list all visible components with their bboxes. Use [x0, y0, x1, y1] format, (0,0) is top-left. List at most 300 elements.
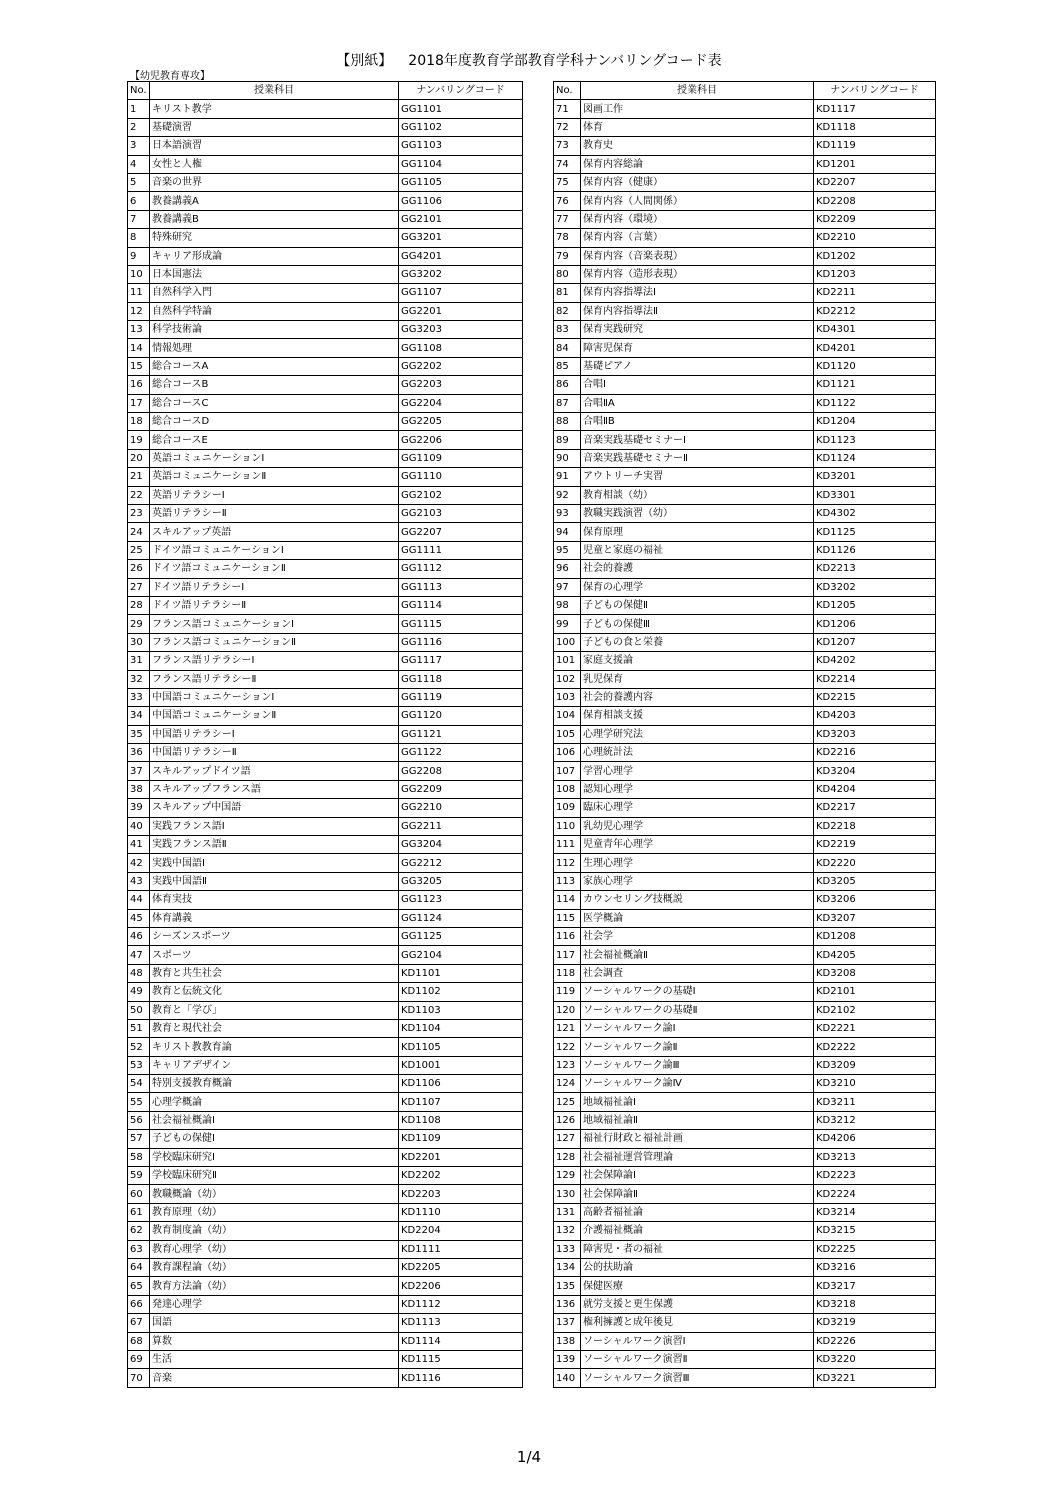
- row-no: 37: [128, 762, 150, 780]
- table-row: [128, 192, 523, 210]
- row-code: KD1117: [814, 100, 936, 118]
- row-no: 12: [128, 302, 150, 320]
- table-row: [128, 1075, 523, 1093]
- row-subject: 学校臨床研究Ⅰ: [150, 1148, 399, 1166]
- table-row: [554, 670, 936, 688]
- row-no: 109: [554, 799, 581, 817]
- table-row: [128, 413, 523, 431]
- row-no: 80: [554, 265, 581, 283]
- row-subject: 教育と「学び」: [150, 1001, 399, 1019]
- row-code: KD2220: [814, 854, 936, 872]
- row-no: 140: [554, 1369, 581, 1387]
- row-no: 125: [554, 1093, 581, 1111]
- row-code: GG2206: [399, 431, 523, 449]
- row-no: 11: [128, 284, 150, 302]
- row-no: 121: [554, 1019, 581, 1037]
- table-row: [554, 523, 936, 541]
- row-subject: 基礎ピアノ: [581, 357, 814, 375]
- row-code: GG1103: [399, 137, 523, 155]
- table-row: [128, 1277, 523, 1295]
- row-code: GG1125: [399, 927, 523, 945]
- row-code: GG2202: [399, 357, 523, 375]
- row-no: 89: [554, 431, 581, 449]
- table-row: [128, 1259, 523, 1277]
- table-body-right: [554, 100, 936, 1387]
- row-subject: 保育内容指導法Ⅱ: [581, 302, 814, 320]
- table-row: [128, 173, 523, 191]
- section-label: 【幼児教育専攻】: [130, 71, 210, 82]
- row-no: 72: [554, 118, 581, 136]
- table-row: [128, 946, 523, 964]
- table-row: [554, 964, 936, 982]
- row-subject: 保育内容総論: [581, 155, 814, 173]
- row-no: 81: [554, 284, 581, 302]
- row-subject: 心理学研究法: [581, 725, 814, 743]
- table-row: [554, 210, 936, 228]
- row-code: KD1206: [814, 615, 936, 633]
- row-subject: 医学概論: [581, 909, 814, 927]
- row-no: 96: [554, 560, 581, 578]
- row-subject: 英語コミュニケーションⅡ: [150, 468, 399, 486]
- row-no: 105: [554, 725, 581, 743]
- table-row: [128, 891, 523, 909]
- row-code: GG2104: [399, 946, 523, 964]
- row-no: 8: [128, 229, 150, 247]
- table-row: [128, 1222, 523, 1240]
- table-row: [554, 413, 936, 431]
- table-row: [554, 1203, 936, 1221]
- row-code: KD3219: [814, 1314, 936, 1332]
- row-code: KD2207: [814, 173, 936, 191]
- row-code: KD2210: [814, 229, 936, 247]
- row-code: KD2214: [814, 670, 936, 688]
- row-code: KD2212: [814, 302, 936, 320]
- row-no: 66: [128, 1295, 150, 1313]
- row-no: 2: [128, 118, 150, 136]
- table-row: [128, 1332, 523, 1350]
- table-row: [128, 744, 523, 762]
- row-no: 44: [128, 891, 150, 909]
- row-no: 103: [554, 688, 581, 706]
- row-subject: 心理学概論: [150, 1093, 399, 1111]
- row-subject: 体育: [581, 118, 814, 136]
- table-row: [554, 192, 936, 210]
- table-row: [554, 817, 936, 835]
- row-code: KD1201: [814, 155, 936, 173]
- table-row: [554, 229, 936, 247]
- table-row: [128, 376, 523, 394]
- table-row: [128, 780, 523, 798]
- row-subject: 保育相談支援: [581, 707, 814, 725]
- table-row: [554, 1185, 936, 1203]
- row-subject: 公的扶助論: [581, 1259, 814, 1277]
- row-no: 75: [554, 173, 581, 191]
- row-no: 24: [128, 523, 150, 541]
- row-subject: キリスト教教育論: [150, 1038, 399, 1056]
- row-no: 93: [554, 504, 581, 522]
- row-no: 58: [128, 1148, 150, 1166]
- table-row: [128, 615, 523, 633]
- table-row: [128, 284, 523, 302]
- row-code: KD1106: [399, 1075, 523, 1093]
- row-subject: 学校臨床研究Ⅱ: [150, 1167, 399, 1185]
- row-no: 7: [128, 210, 150, 228]
- row-code: GG3203: [399, 321, 523, 339]
- row-subject: 英語リテラシーⅠ: [150, 486, 399, 504]
- row-subject: 音楽の世界: [150, 173, 399, 191]
- row-code: KD1105: [399, 1038, 523, 1056]
- row-subject: ソーシャルワーク論Ⅱ: [581, 1038, 814, 1056]
- row-code: GG2210: [399, 799, 523, 817]
- row-code: GG1101: [399, 100, 523, 118]
- row-code: KD3208: [814, 964, 936, 982]
- row-no: 135: [554, 1277, 581, 1295]
- table-row: [128, 486, 523, 504]
- table-row: [554, 688, 936, 706]
- table-row: [554, 780, 936, 798]
- row-subject: 教育課程論（幼）: [150, 1259, 399, 1277]
- table-row: [554, 155, 936, 173]
- row-subject: ソーシャルワーク論Ⅲ: [581, 1056, 814, 1074]
- table-row: [554, 1369, 936, 1387]
- row-code: KD2206: [399, 1277, 523, 1295]
- row-no: 25: [128, 541, 150, 559]
- table-row: [128, 523, 523, 541]
- row-subject: 実践フランス語Ⅱ: [150, 836, 399, 854]
- row-no: 22: [128, 486, 150, 504]
- row-no: 18: [128, 413, 150, 431]
- row-no: 53: [128, 1056, 150, 1074]
- row-no: 107: [554, 762, 581, 780]
- row-subject: 保育実践研究: [581, 321, 814, 339]
- row-subject: 情報処理: [150, 339, 399, 357]
- table-row: [554, 284, 936, 302]
- table-row: [128, 1185, 523, 1203]
- table-row: [554, 118, 936, 136]
- row-subject: 社会福祉運営管理論: [581, 1148, 814, 1166]
- row-code: KD3212: [814, 1111, 936, 1129]
- row-subject: 教育方法論（幼）: [150, 1277, 399, 1295]
- row-subject: 特殊研究: [150, 229, 399, 247]
- row-code: GG1114: [399, 596, 523, 614]
- row-code: KD1122: [814, 394, 936, 412]
- row-code: KD2218: [814, 817, 936, 835]
- row-code: KD2203: [399, 1185, 523, 1203]
- page-number: 1/4: [516, 1448, 542, 1466]
- row-subject: 保育内容（造形表現）: [581, 265, 814, 283]
- row-code: KD3210: [814, 1075, 936, 1093]
- table-row: [554, 744, 936, 762]
- row-code: KD3218: [814, 1295, 936, 1313]
- row-code: GG1120: [399, 707, 523, 725]
- row-no: 40: [128, 817, 150, 835]
- row-subject: 臨床心理学: [581, 799, 814, 817]
- row-code: KD1126: [814, 541, 936, 559]
- row-subject: 家庭支援論: [581, 652, 814, 670]
- row-no: 51: [128, 1019, 150, 1037]
- table-row: [128, 137, 523, 155]
- row-subject: 保育原理: [581, 523, 814, 541]
- row-no: 55: [128, 1093, 150, 1111]
- row-code: KD1103: [399, 1001, 523, 1019]
- row-subject: 教育と共生社会: [150, 964, 399, 982]
- table-row: [128, 100, 523, 118]
- row-subject: ソーシャルワーク論Ⅳ: [581, 1075, 814, 1093]
- row-code: GG1102: [399, 118, 523, 136]
- table-body-left: [128, 100, 523, 1387]
- row-subject: 心理統計法: [581, 744, 814, 762]
- row-code: GG1109: [399, 449, 523, 467]
- row-code: GG2205: [399, 413, 523, 431]
- row-subject: フランス語リテラシーⅠ: [150, 652, 399, 670]
- row-subject: ドイツ語コミュニケーションⅡ: [150, 560, 399, 578]
- table-row: [128, 633, 523, 651]
- table-row: [128, 707, 523, 725]
- table-row: [554, 1167, 936, 1185]
- table-row: [554, 468, 936, 486]
- row-subject: 権利擁護と成年後見: [581, 1314, 814, 1332]
- table-row: [554, 137, 936, 155]
- row-subject: 保育の心理学: [581, 578, 814, 596]
- row-subject: 児童青年心理学: [581, 836, 814, 854]
- row-subject: 教養講義A: [150, 192, 399, 210]
- row-subject: スポーツ: [150, 946, 399, 964]
- row-subject: カウンセリング技概説: [581, 891, 814, 909]
- row-no: 122: [554, 1038, 581, 1056]
- row-subject: スキルアップ中国語: [150, 799, 399, 817]
- table-row: [554, 946, 936, 964]
- row-subject: 就労支援と更生保護: [581, 1295, 814, 1313]
- row-code: GG1112: [399, 560, 523, 578]
- row-code: KD1115: [399, 1350, 523, 1368]
- row-code: GG2203: [399, 376, 523, 394]
- row-no: 39: [128, 799, 150, 817]
- row-code: KD1203: [814, 265, 936, 283]
- row-no: 5: [128, 173, 150, 191]
- table-row: [554, 1314, 936, 1332]
- row-no: 97: [554, 578, 581, 596]
- row-no: 16: [128, 376, 150, 394]
- row-no: 71: [554, 100, 581, 118]
- row-code: GG2204: [399, 394, 523, 412]
- row-subject: 基礎演習: [150, 118, 399, 136]
- row-subject: 社会福祉概論Ⅰ: [150, 1111, 399, 1129]
- row-subject: 総合コースC: [150, 394, 399, 412]
- table-row: [128, 560, 523, 578]
- row-no: 32: [128, 670, 150, 688]
- table-row: [128, 302, 523, 320]
- row-no: 68: [128, 1332, 150, 1350]
- row-subject: 教育制度論（幼）: [150, 1222, 399, 1240]
- row-code: KD3217: [814, 1277, 936, 1295]
- row-no: 99: [554, 615, 581, 633]
- row-no: 127: [554, 1130, 581, 1148]
- row-no: 86: [554, 376, 581, 394]
- table-row: [554, 1056, 936, 1074]
- table-row: [554, 578, 936, 596]
- row-code: KD3209: [814, 1056, 936, 1074]
- row-subject: 総合コースD: [150, 413, 399, 431]
- row-no: 84: [554, 339, 581, 357]
- table-row: [554, 321, 936, 339]
- row-subject: 音楽: [150, 1369, 399, 1387]
- row-subject: 総合コースB: [150, 376, 399, 394]
- table-row: [554, 872, 936, 890]
- table-row: [554, 1093, 936, 1111]
- row-no: 129: [554, 1167, 581, 1185]
- table-row: [128, 652, 523, 670]
- row-code: KD3204: [814, 762, 936, 780]
- table-row: [128, 670, 523, 688]
- row-code: KD4203: [814, 707, 936, 725]
- row-no: 13: [128, 321, 150, 339]
- table-row: [554, 707, 936, 725]
- row-code: GG1113: [399, 578, 523, 596]
- row-code: GG1122: [399, 744, 523, 762]
- row-subject: ソーシャルワークの基礎Ⅱ: [581, 1001, 814, 1019]
- row-no: 90: [554, 449, 581, 467]
- table-row: [554, 486, 936, 504]
- table-row: [128, 1203, 523, 1221]
- row-no: 46: [128, 927, 150, 945]
- row-no: 6: [128, 192, 150, 210]
- table-row: [128, 1314, 523, 1332]
- table-row: [128, 1038, 523, 1056]
- row-subject: 算数: [150, 1332, 399, 1350]
- row-subject: 子どもの保健Ⅱ: [581, 596, 814, 614]
- table-row: [128, 449, 523, 467]
- row-subject: 女性と人権: [150, 155, 399, 173]
- table-row: [128, 1148, 523, 1166]
- row-subject: 教職実践演習（幼）: [581, 504, 814, 522]
- table-header-row: [128, 82, 523, 100]
- table-row: [128, 817, 523, 835]
- row-subject: 総合コースA: [150, 357, 399, 375]
- row-code: KD2223: [814, 1167, 936, 1185]
- row-subject: 子どもの食と栄養: [581, 633, 814, 651]
- row-no: 94: [554, 523, 581, 541]
- row-no: 111: [554, 836, 581, 854]
- row-no: 112: [554, 854, 581, 872]
- row-subject: 教養講義B: [150, 210, 399, 228]
- row-no: 87: [554, 394, 581, 412]
- table-row: [128, 1001, 523, 1019]
- row-code: KD1121: [814, 376, 936, 394]
- table-row: [128, 504, 523, 522]
- row-no: 114: [554, 891, 581, 909]
- row-no: 79: [554, 247, 581, 265]
- row-code: KD2215: [814, 688, 936, 706]
- row-code: KD1125: [814, 523, 936, 541]
- row-code: GG1110: [399, 468, 523, 486]
- row-no: 88: [554, 413, 581, 431]
- table-row: [128, 118, 523, 136]
- row-code: KD1120: [814, 357, 936, 375]
- row-no: 4: [128, 155, 150, 173]
- row-no: 21: [128, 468, 150, 486]
- row-code: KD1204: [814, 413, 936, 431]
- row-subject: 自然科学特論: [150, 302, 399, 320]
- table-row: [554, 1038, 936, 1056]
- row-no: 78: [554, 229, 581, 247]
- table-row: [128, 983, 523, 1001]
- row-no: 9: [128, 247, 150, 265]
- table-row: [128, 247, 523, 265]
- table-row: [128, 541, 523, 559]
- row-subject: 教育原理（幼）: [150, 1203, 399, 1221]
- row-subject: 保育内容（音楽表現）: [581, 247, 814, 265]
- row-no: 56: [128, 1111, 150, 1129]
- row-code: KD2217: [814, 799, 936, 817]
- row-no: 20: [128, 449, 150, 467]
- row-no: 137: [554, 1314, 581, 1332]
- row-code: KD4206: [814, 1130, 936, 1148]
- row-code: KD1101: [399, 964, 523, 982]
- row-no: 52: [128, 1038, 150, 1056]
- row-code: GG1115: [399, 615, 523, 633]
- row-no: 138: [554, 1332, 581, 1350]
- table-row: [554, 541, 936, 559]
- row-code: GG3201: [399, 229, 523, 247]
- table-row: [554, 1019, 936, 1037]
- row-no: 126: [554, 1111, 581, 1129]
- row-subject: 日本語演習: [150, 137, 399, 155]
- row-subject: 学習心理学: [581, 762, 814, 780]
- row-code: KD1110: [399, 1203, 523, 1221]
- row-subject: 社会学: [581, 927, 814, 945]
- row-subject: 生活: [150, 1350, 399, 1368]
- row-subject: 福祉行財政と福祉計画: [581, 1130, 814, 1148]
- row-no: 67: [128, 1314, 150, 1332]
- table-row: [128, 872, 523, 890]
- row-subject: 合唱ⅡB: [581, 413, 814, 431]
- row-code: KD4201: [814, 339, 936, 357]
- table-row: [128, 468, 523, 486]
- row-subject: キャリアデザイン: [150, 1056, 399, 1074]
- row-code: GG1108: [399, 339, 523, 357]
- row-subject: 教育と伝統文化: [150, 983, 399, 1001]
- row-code: KD2219: [814, 836, 936, 854]
- row-code: KD3214: [814, 1203, 936, 1221]
- row-subject: 合唱ⅡA: [581, 394, 814, 412]
- row-code: KD3220: [814, 1350, 936, 1368]
- table-row: [554, 1332, 936, 1350]
- table-row: [554, 1350, 936, 1368]
- row-code: KD1112: [399, 1295, 523, 1313]
- row-subject: スキルアップドイツ語: [150, 762, 399, 780]
- table-row: [554, 247, 936, 265]
- table-row: [554, 431, 936, 449]
- row-code: KD4302: [814, 504, 936, 522]
- row-subject: 児童と家庭の福祉: [581, 541, 814, 559]
- row-subject: 障害児保育: [581, 339, 814, 357]
- row-subject: 認知心理学: [581, 780, 814, 798]
- row-no: 123: [554, 1056, 581, 1074]
- row-subject: 実践フランス語Ⅰ: [150, 817, 399, 835]
- row-no: 85: [554, 357, 581, 375]
- table-row: [554, 909, 936, 927]
- row-subject: 中国語コミュニケーションⅡ: [150, 707, 399, 725]
- table-row: [128, 394, 523, 412]
- table-row: [128, 596, 523, 614]
- table-row: [554, 339, 936, 357]
- row-code: KD3213: [814, 1148, 936, 1166]
- table-row: [554, 560, 936, 578]
- row-code: KD3202: [814, 578, 936, 596]
- numbering-table-right: [553, 81, 936, 1388]
- row-no: 113: [554, 872, 581, 890]
- header-no: No.: [128, 82, 150, 100]
